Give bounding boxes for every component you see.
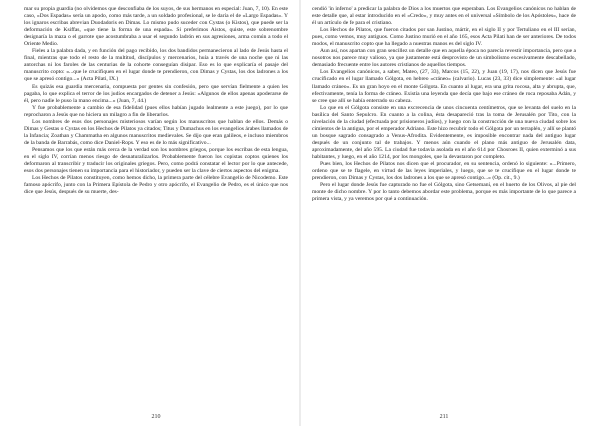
paragraph: Es quizás esa guardia mercenaria, compuesta por gentes sin confesión, pero que servían fielmente a quien les pagaba, lo que explica el terror de los judíos encargados de detener a Jesús: «Algunos de ellos apenas apoderarse de él, pero nadie le puso la mano encima...» (Juan, 7, 44.) [24,83,288,104]
book-gutter [299,0,301,426]
left-page [24,6,288,424]
paragraph: Fieles a la palabra dada, y en función del pago recibido, los dos bandidos permanecieron al lado de Jesús hasta el final, mientras que todo el resto de la multitud, discípulos y mercenarios, huía a través de una noche que ni las antorchas ni los faroles de las centurias de la cohorte conseguían disipar. Eso es lo que explicaría el pasaje del manuscrito copto: «...que le crucifiquen en el lugar donde te prendieron, con Dimas y Cystas, los dos ladrones a los que se apresó contigo...» (Acta Pilati, IX.) [24,48,288,83]
paragraph: Y fue probablemente a cambio de esa fidelidad (pues ellos habían jugado lealmente a este juego), por lo que reprocharon a Jesús que no hiciera un milagro a fin de liberarlos. [24,104,288,118]
paragraph: Los Hechos de Pilatos, que fueron citados por san Justino, mártir, en el siglo II y por Tertuliano en el III serían, pues, como vemos, muy antiguos. Como Justino murió en el año 165, esos Acta Pilati han de ser anteriores. De todos modos, el manuscrito copto que ha llegado a nuestras manos es del siglo IV. [312,27,576,48]
right-page [312,6,576,424]
paragraph: Lo que en el Gólgota consiste en una excrecencia de unos cincuenta centímetros, que se levanta del suelo en la basílica del Santo Sepulcro. En cuanto a la colina, ésta desapareció tras la toma de Jerusalén por Tito, con la nivelación de la ciudad (efectuada por prisioneros judíos), y luego con la construcción de una nueva ciudad sobre los cimientos de la antigua, por el emperador Adriano. Este hizo recubrir todo el Gólgota por un terraplén, y allí se plantó un bosque sagrado consagrado a Venus-Afrodita. Evidentemente, es imposible encontrar nada del antiguo lugar después de un conjunto tal de trabajos. Y menos aún cuando el plano más antiguo de Jerusalén data, aproximadamente, del año 595. La ciudad fue todavía asolada en el año 614 por Chosroes II, quien exterminó a sus habitantes, y luego, en el año 1214, por los mongoles, que la devastaron por completo. [312,104,576,160]
paragraph: mar su propia guardia (no olvidemos que desconfiaba de los suyos, de sus hermanos en especial: Juan, 7, 10). En este caso, «Dos Espadas» sería un apodo, como más tarde, a un soldado profesional, se le daría el de «Largo Espadas». Y los ignaros escribas abrevian Duodadoris en Dimas. Lo mismo pudo suceder con Cystas (o Kistos), que puede ser la deformación de Ksiffas, «que tiene la forma de una espada». Si preferimos Aistos, quiste, este sobrenombre designaría la maza o el garrote que acostumbraba a usar el segundo ladrón en sus agresiones, arma común a todo el Oriente Medio. [24,6,288,48]
paragraph: Los Evangelios canónicos, a saber, Mateo, (27, 33), Marcos (15, 22), y Juan (19, 17), nos dicen que Jesús fue crucificado en el lugar llamado Gólgota, en hebreo «cráneo» (calvario). Lucas (23, 33) dice simplemente: «al lugar llamado cráneo». Es un gran hoyo en el monte Gólgota. En cuanto al lugar, era una grita rocosa, alta y abrupta, que, efectivamente, tenía la forma de cráneo. Existía una leyenda que decía que bajo ese cráneo de roca reposaba Adán, y se cree que allí se había enterrado su cabeza. [312,69,576,104]
paragraph: Pero el lugar donde Jesús fue capturado no fue el Gólgota, sino Getsemaní, en el huerto de los Olivos, al pie del monte de dicho nombre. Y por lo tanto debemos abordar este problema, porque es más importante de lo que parece a primera vista, y ya veremos por qué a continuación. [312,182,576,203]
paragraph: Los Hechos de Pilatos constituyen, como hemos dicho, la primera parte del célebre Evangelio de Nicodemo. Este famoso apócrifo, junto con la Primera Epístola de Pedro y otro apócrifo, el Evangelio de Pedro, es el único que nos dice que Jesús, después de su muerte, des- [24,175,288,196]
paragraph: Pensamos que los que están más cerca de la verdad son los nombres griegos, porque los escribas de esta lengua, en el siglo IV, corrían menos riesgo de desnaturalizarlos. Probablemente fueron los copistas coptos quienes los deformaron al transcribir y traducir los originales griegos. Pero, como podrá constatar el lector por lo que antecede, esos dos personajes tienen su importancia para el historiador, y pueden ser la clave de ciertos aspectos del enigma. [24,146,288,175]
right-page-text [312,6,576,203]
paragraph: Pues bien, los Hechos de Pilatos nos dicen que el procurador, en su sentencia, ordenó lo siguiente: «...Primero, ordeno que se te flagele, en virtud de las leyes imperiales, y luego, que se te crucifique en el lugar donde te prendieron, con Dimas y Cystas, los dos ladrones a los que se apresó contigo...» (Op. cit., 9.) [312,161,576,182]
page-number-left: 210 [151,414,161,420]
left-page-text [24,6,288,196]
paragraph: Los nombres de esos dos personajes misteriosos varían según los manuscritos que hablan de ellos. Demás o Dimas y Gestas o Cystas en los Hechos de Pilatos ya citados; Titus y Dumachus en los evangelios árabes llamados de la Infancia; Zoathan y Chammatha en algunos manuscritos medievales. Se dijo que eran galileos, e incluso miembros de la banda de Barrabás, como dice Daniel-Rops. Y eso es de lo más significativo... [24,118,288,146]
page-number-right: 211 [439,414,449,420]
paragraph: Aun así, nos apartan con gran sencillez un detalle que en aquella época no parecía revestir importancia, pero que a nosotros nos parece muy valioso, ya que justamente está desprovisto de un simbolismo excesivamente descabellado, demasiado frecuente entre los autores cristianos de aquellos tiempos. [312,48,576,69]
paragraph: cendió 'in inferno' a predicar la palabra de Dios a los muertos que esperaban. Los Evangelios canónicos no hablan de este detalle que, al estar introducido en el «Credo», y muy antes en el universal «Símbolo de los Apóstoles», hace de él un artículo de fe para el cristiano. [312,6,576,27]
